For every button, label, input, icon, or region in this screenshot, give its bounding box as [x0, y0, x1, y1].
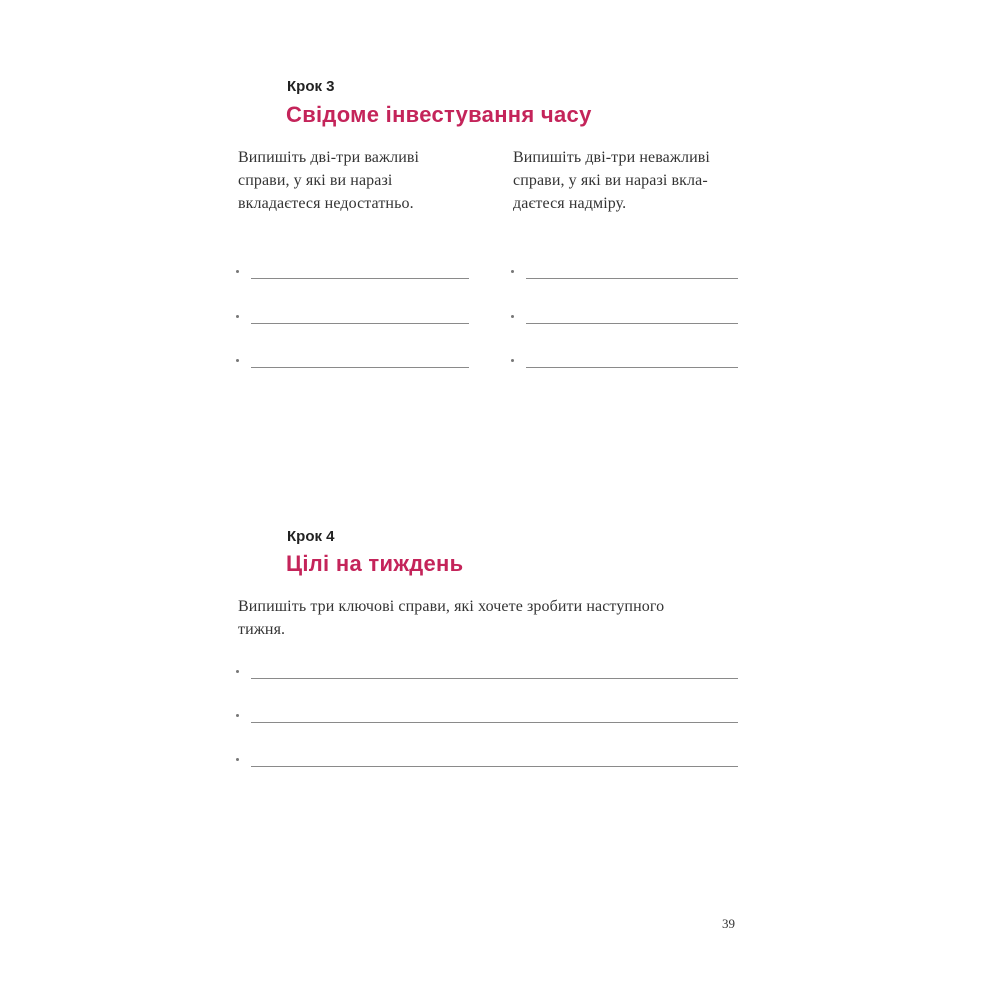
answer-line-goal-2[interactable]: [236, 714, 738, 728]
write-line: [251, 766, 738, 767]
prompt-line: Випишіть три ключові справи, які хочете зробити наступного: [238, 598, 665, 615]
bullet-icon: [236, 670, 239, 673]
prompt-line: даєтеся надміру.: [513, 195, 627, 212]
prompt-line: справи, у які ви наразі: [238, 172, 393, 189]
write-line: [251, 722, 738, 723]
step-4-title: Цілі на тиждень: [286, 551, 464, 576]
write-line: [526, 367, 738, 368]
step-3-right-prompt: [513, 146, 753, 215]
bullet-icon: [511, 270, 514, 273]
prompt-line: тижня.: [238, 621, 286, 638]
bullet-icon: [236, 359, 239, 362]
answer-line-unimportant-1[interactable]: [511, 270, 738, 284]
page-number: 39: [722, 916, 735, 931]
step-4-label: Крок 4: [287, 528, 335, 545]
bullet-icon: [236, 315, 239, 318]
prompt-line: вкладаєтеся недостатньо.: [238, 195, 414, 212]
write-line: [251, 278, 469, 279]
write-line: [251, 678, 738, 679]
step-3-title: Свідоме інвестування часу: [286, 102, 592, 127]
bullet-icon: [236, 714, 239, 717]
answer-line-important-3[interactable]: [236, 359, 469, 373]
answer-line-unimportant-3[interactable]: [511, 359, 738, 373]
bullet-icon: [511, 315, 514, 318]
bullet-icon: [236, 270, 239, 273]
step-3-label: Крок 3: [287, 78, 335, 95]
answer-line-unimportant-2[interactable]: [511, 315, 738, 329]
answer-line-goal-3[interactable]: [236, 758, 738, 772]
answer-line-goal-1[interactable]: [236, 670, 738, 684]
step-4-prompt: [238, 595, 758, 641]
write-line: [251, 367, 469, 368]
answer-line-important-2[interactable]: [236, 315, 469, 329]
answer-line-important-1[interactable]: [236, 270, 469, 284]
bullet-icon: [236, 758, 239, 761]
prompt-line: Випишіть дві-три важливі: [238, 149, 420, 166]
write-line: [526, 323, 738, 324]
bullet-icon: [511, 359, 514, 362]
step-3-left-prompt: [238, 146, 478, 215]
write-line: [251, 323, 469, 324]
prompt-line: справи, у які ви наразі вкла-: [513, 172, 708, 189]
prompt-line: Випишіть дві-три неважливі: [513, 149, 710, 166]
write-line: [526, 278, 738, 279]
